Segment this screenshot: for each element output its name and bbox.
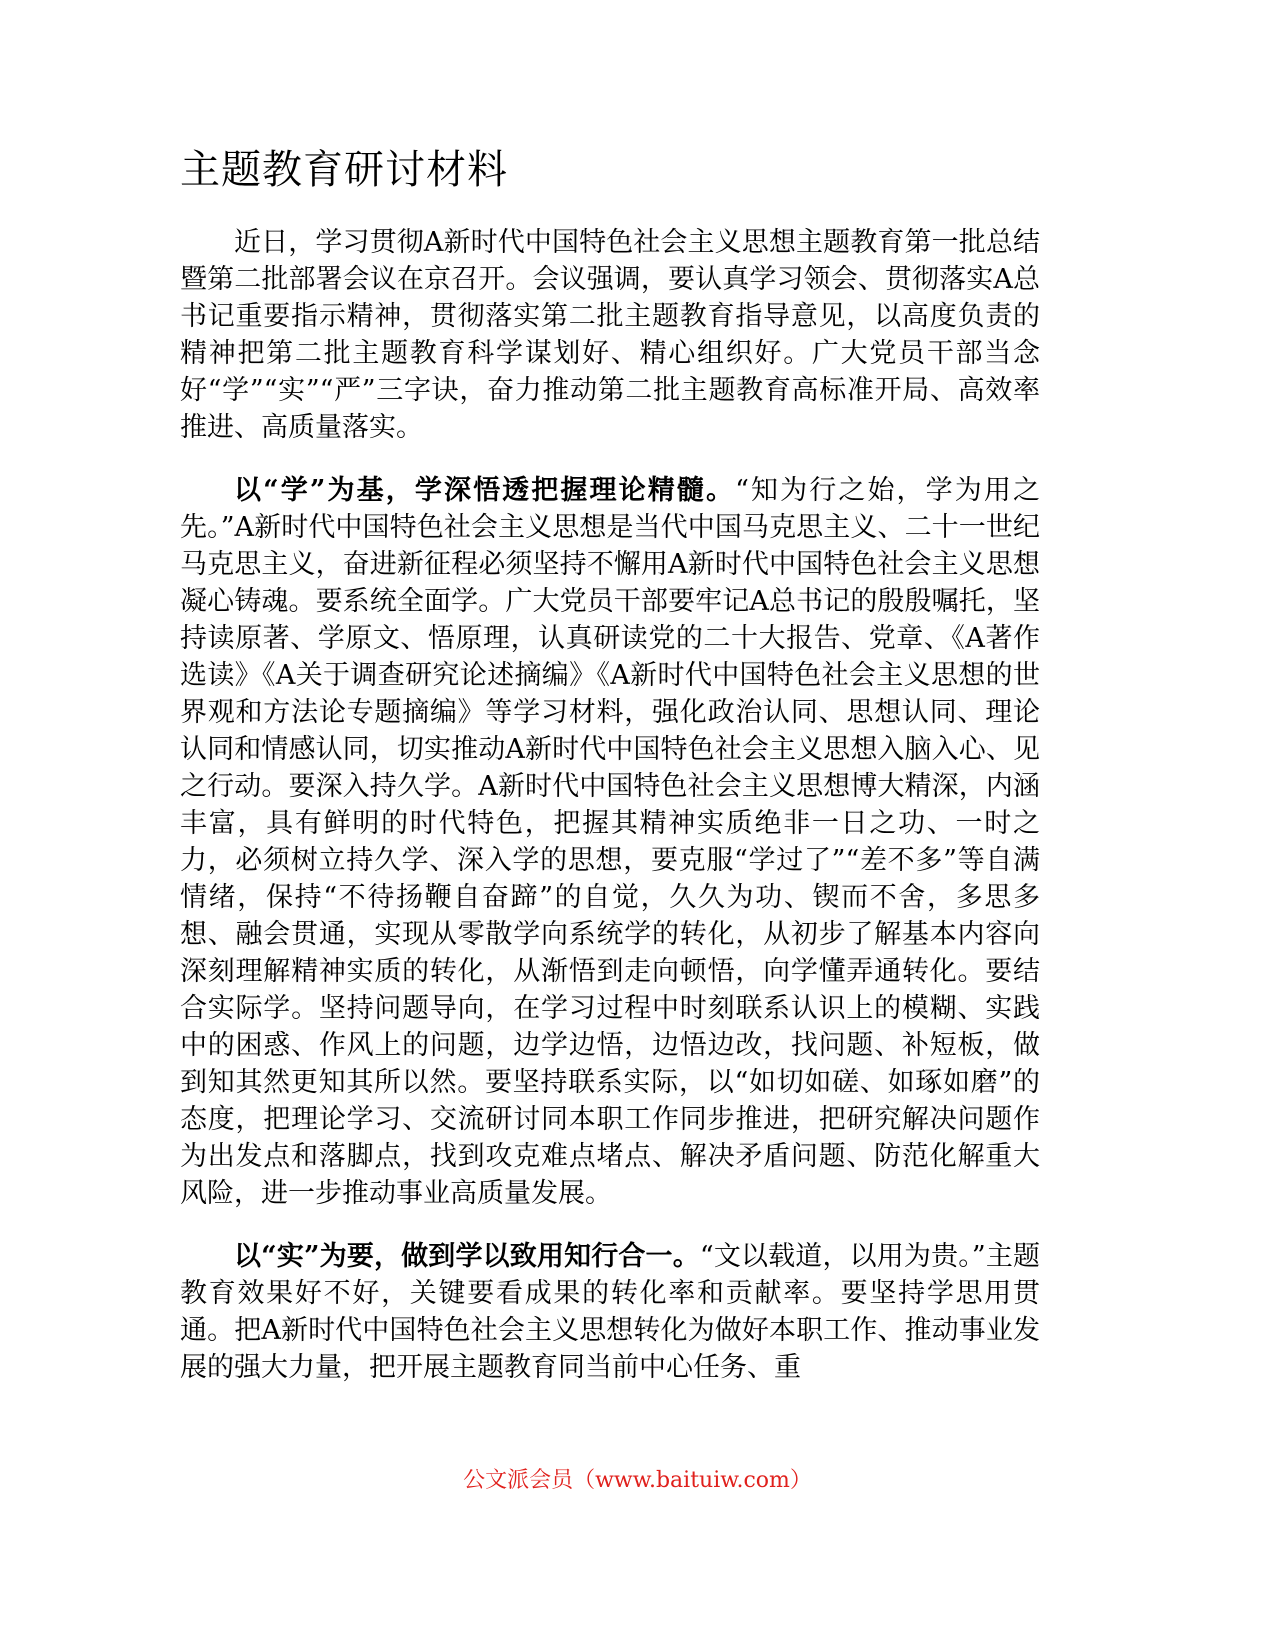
document-title: 主题教育研讨材料 [180,147,508,193]
paragraph-lead: 以“学”为基，学深悟透把握理论精髓。 [234,475,736,506]
paragraph-text: “知为行之始，学为用之先。”A新时代中国特色社会主义思想是当代中国马克思主义、二十一世纪马克思主义，奋进新征程必须坚持不懈用A新时代中国特色社会主义思想凝心铸魂。要系统全面学。广大党员干部要牢记A总书记的殷殷嘱托，坚持读原著、学原文、悟原理，认真研读党的二十大报告、党章、《A著作选读》《A关于调查研究论述摘编》《A新时代中国特色社会主义思想的世界观和方法论专题摘编》等学习材料，强化政治认同、思想认同、理论认同和情感认同，切实推动A新时代中国特色社会主义思想入脑入心、见之行动。要深入持久学。A新时代中国特色社会主义思想博大精深，内涵丰富，具有鲜明的时代特色，把握其精神实质绝非一日之功、一时之力，必须树立持久学、深入学的思想，要克服“学过了”“差不多”等自满情绪，保持“不待扬鞭自奋蹄”的自觉，久久为功、锲而不舍，多思多想、融会贯通，实现从零散学向系统学的转化，从初步了解基本内容向深刻理解精神实质的转化，从渐悟到走向顿悟，向学懂弄通转化。要结合实际学。坚持问题导向，在学习过程中时刻联系认识上的模糊、实践中的困惑、作风上的问题，边学边悟，边悟边改，找问题、补短板，做到知其然更知其所以然。要坚持联系实际，以“如切如磋、如琢如磨”的态度，把理论学习、交流研讨同本职工作同步推进，把研究解决问题作为出发点和落脚点，找到攻克难点堵点、解决矛盾问题、防范化解重大风险，进一步推动事业高质量发展。 [180,475,1040,1209]
paragraph-lead: 以“实”为要，做到学以致用知行合一。 [234,1241,700,1272]
document-page [180,140,1040,1412]
paragraph-text: “文以载道，以用为贵。”主题教育效果好不好，关键要看成果的转化率和贡献率。要坚持学思用贯通。把A新时代中国特色社会主义思想转化为做好本职工作、推动事业发展的强大力量，把开展主题教育同当前中心任务、重 [180,1241,1041,1383]
paragraph-text: 近日，学习贯彻A新时代中国特色社会主义思想主题教育第一批总结暨第二批部署会议在京召开。会议强调，要认真学习领会、贯彻落实A总书记重要指示精神，贯彻落实第二批主题教育指导意见，以高度负责的精神把第二批主题教育科学谋划好、精心组织好。广大党员干部当念好“学”“实”“严”三字诀，奋力推动第二批主题教育高标准开局、高效率推进、高质量落实。 [180,227,1040,443]
paragraph-study [180,472,1040,1212]
footer-watermark: 公文派会员（www.baituiw.com） [463,1468,812,1493]
paragraph-intro [180,224,1040,446]
paragraph-practice [180,1238,1040,1386]
